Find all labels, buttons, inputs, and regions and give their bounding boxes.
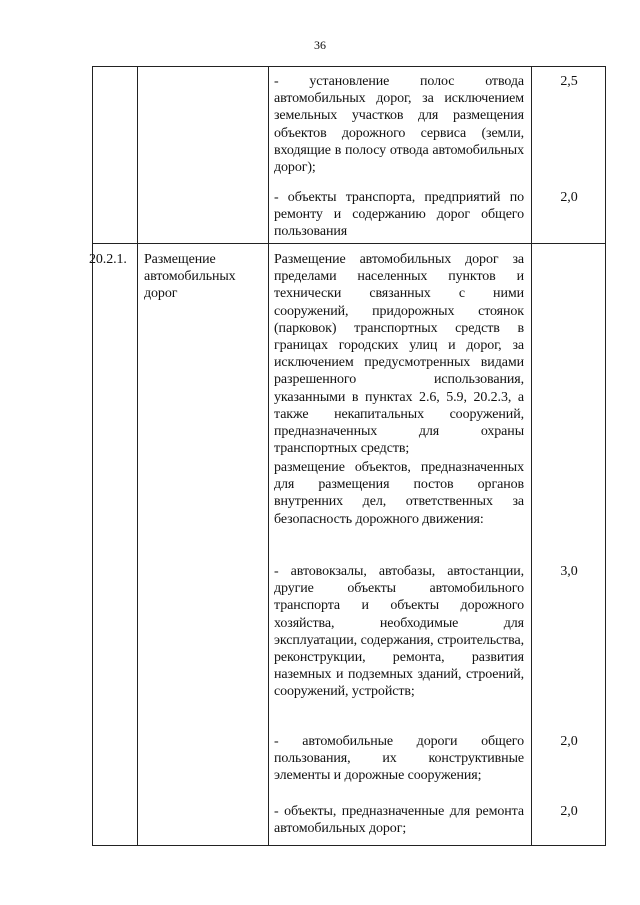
row-1-item-1-text: - установление полос отвода автомобильных дорог, за исключением земельных участков для размещения объектов дорожного сервиса (земли, входящие в полосу отвода автомобильных дорог); <box>274 74 524 176</box>
land-use-table <box>89 66 606 846</box>
row-2-name: Размещение автомобильных дорог <box>144 252 236 302</box>
row-2-item-3-text: - объекты, предназначенные для ремонта автомобильных дорог; <box>274 804 524 837</box>
row-2-item-2-text: - автомобильные дороги общего пользования, их конструктивные элементы и дорожные сооружения; <box>274 734 524 784</box>
row-2-description-2: размещение объектов, предназначенных для размещения постов органов внутренних дел, ответственных за безопасность дорожного движения: <box>274 460 524 527</box>
row-2-item-3-value: 2,0 <box>560 804 578 819</box>
row-1-item-2-value: 2,0 <box>560 190 578 205</box>
column-divider <box>137 67 138 845</box>
row-1-item-2-text: - объекты транспорта, предприятий по ремонту и содержанию дорог общего пользования <box>274 190 524 240</box>
row-divider <box>93 243 605 244</box>
row-2-description: Размещение автомобильных дорог за пределами населенных пунктов и технически связанных с ними сооружений, придорожных стоянок (парковок) транспортных средств в границах городских улиц и дорог, за исключением предусмотренных видами разрешенного использования, указанными в пунктах 2.6, 5.9, 20.2.3, а также некапитальных сооружений, предназначенных для охраны транспортных средств; <box>274 252 524 457</box>
row-2-item-2-value: 2,0 <box>560 734 578 749</box>
row-2-item-1-value: 3,0 <box>560 564 578 579</box>
column-divider <box>268 67 269 845</box>
row-2-item-1-text: - автовокзалы, автобазы, автостанции, другие объекты автомобильного транспорта и объекты дорожного хозяйства, необходимые для эксплуатации, содержания, строительства, реконструкции, ремонта, развития наземных и подземных зданий, строений, сооружений, устройств; <box>274 564 524 700</box>
row-1-item-1-value: 2,5 <box>560 74 578 89</box>
page-number: 36 <box>314 38 326 52</box>
column-divider <box>531 67 532 845</box>
row-2-code: 20.2.1. <box>89 252 127 267</box>
